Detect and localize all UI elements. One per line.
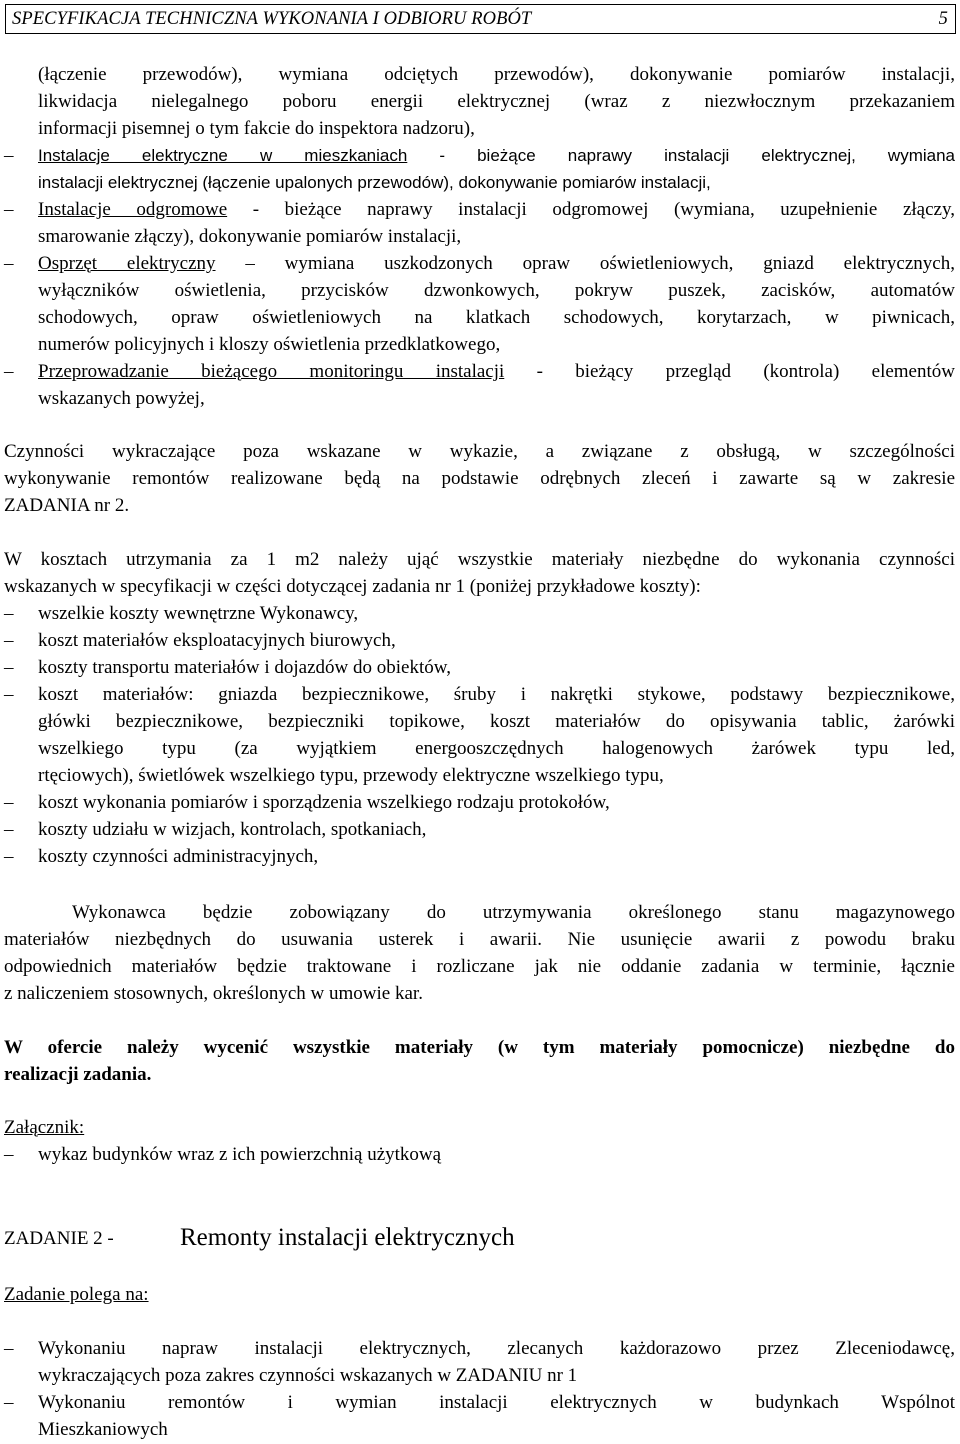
attachment-label: Załącznik: (4, 1117, 85, 1138)
list-dash: – (4, 819, 14, 840)
paragraph-line: W kosztach utrzymania za 1 m2 należy ująć wszystkie materiały niezbędne do wykonania czynności (4, 549, 955, 570)
list-dash: – (4, 630, 14, 651)
paragraph-line: ZADANIA nr 2. (4, 495, 130, 516)
list-dash: – (4, 361, 14, 382)
list-item-line: schodowych, opraw oświetleniowych na klatkach schodowych, korytarzach, w piwnicach, (38, 307, 955, 328)
page-number: 5 (938, 9, 948, 29)
cost-item-line: koszt materiałów eksploatacyjnych biurowych, (38, 630, 396, 651)
list-dash: – (4, 1338, 14, 1359)
paragraph-line: odpowiednich materiałów będzie traktowane i rozliczane jak nie oddanie zadania w terminie, łącznie (4, 956, 955, 977)
paragraph-line: wykonywanie remontów realizowane będą na podstawie odrębnych zleceń i zawarte są w zakresie (4, 468, 955, 489)
bold-paragraph-line: realizacji zadania. (4, 1064, 152, 1085)
list-item-line: wyłączników oświetlenia, przycisków dzwonkowych, pokryw puszek, zacisków, automatów (38, 280, 955, 301)
task-title: Remonty instalacji elektrycznych (180, 1224, 515, 1251)
list-item-first-line (38, 199, 955, 221)
paragraph-line: materiałów niezbędnych do usuwania usterek i awarii. Nie usunięcie awarii z powodu braku (4, 929, 955, 950)
item-text: - bieżące naprawy instalacji elektrycznej, wymiana (407, 146, 956, 165)
cost-item-line: rtęciowych), świetlówek wszelkiego typu, przewody elektryczne wszelkiego typu, (38, 765, 664, 786)
cost-item-line: główki bezpiecznikowe, bezpieczniki topikowe, koszt materiałów do opisywania tablic, żarówki (38, 711, 955, 732)
list-dash: – (4, 145, 14, 166)
attachment-item: wykaz budynków wraz z ich powierzchnią użytkową (38, 1144, 442, 1165)
paragraph-line: z naliczeniem stosownych, określonych w umowie kar. (4, 983, 423, 1004)
list-item-line: smarowanie złączy), dokonywanie pomiarów instalacji, (38, 226, 462, 247)
intro-line: likwidacja nielegalnego poboru energii elektrycznej (wraz z niezwłocznym przekazaniem (38, 91, 955, 112)
task-item-line: wykraczających poza zakres czynności wskazanych w ZADANIU nr 1 (38, 1365, 578, 1386)
list-dash: – (4, 1144, 14, 1165)
cost-item-line: koszty transportu materiałów i dojazdów do obiektów, (38, 657, 451, 678)
task-subheading: Zadanie polega na: (4, 1284, 149, 1305)
task-item-line: Wykonaniu napraw instalacji elektrycznych, zlecanych każdorazowo przez Zleceniodawcę, (38, 1338, 955, 1359)
item-text: - bieżący przegląd (kontrola) elementów (504, 361, 955, 382)
task-item-line: Mieszkaniowych (38, 1419, 168, 1440)
task-item-line: Wykonaniu remontów i wymian instalacji elektrycznych w budynkach Wspólnot (38, 1392, 955, 1413)
list-dash: – (4, 684, 14, 705)
page-header (5, 4, 956, 34)
item-text: – wymiana uszkodzonych opraw oświetleniowych, gniazd elektrycznych, (215, 253, 955, 274)
bold-paragraph-line: W ofercie należy wycenić wszystkie materiały (w tym materiały pomocnicze) niezbędne do (4, 1037, 955, 1058)
list-item-line: wskazanych powyżej, (38, 388, 205, 409)
cost-item-line: koszty czynności administracyjnych, (38, 846, 319, 867)
intro-line: informacji pisemnej o tym fakcie do inspektora nadzoru), (38, 118, 475, 139)
item-text: - bieżące naprawy instalacji odgromowej (wymiana, uzupełnienie złączy, (227, 199, 955, 220)
list-dash: – (4, 846, 14, 867)
paragraph-line: wskazanych w specyfikacji w części dotyczącej zadania nr 1 (poniżej przykładowe koszty): (4, 576, 701, 597)
intro-line: (łączenie przewodów), wymiana odciętych przewodów), dokonywanie pomiarów instalacji, (38, 64, 955, 85)
list-item-first-line (38, 253, 955, 275)
list-item-first-line (38, 361, 955, 383)
item-lead: Instalacje odgromowe (38, 199, 228, 220)
list-item-line: numerów policyjnych i kloszy oświetlenia przedklatkowego, (38, 334, 501, 355)
list-dash: – (4, 792, 14, 813)
list-dash: – (4, 603, 14, 624)
cost-item-line: koszt materiałów: gniazda bezpiecznikowe, śruby i nakrętki stykowe, podstawy bezpiecznikowe, (38, 684, 955, 705)
paragraph-line: Czynności wykraczające poza wskazane w wykazie, a związane z obsługą, w szczególności (4, 441, 955, 462)
item-lead: Instalacje elektryczne w mieszkaniach (38, 146, 408, 165)
paragraph-line: Wykonawca będzie zobowiązany do utrzymywania określonego stanu magazynowego (72, 902, 955, 923)
list-dash: – (4, 253, 14, 274)
cost-item-line: koszty udziału w wizjach, kontrolach, spotkaniach, (38, 819, 427, 840)
list-item-line: instalacji elektrycznej (łączenie upalonych przewodów), dokonywanie pomiarów instalacji, (38, 173, 711, 192)
item-lead: Osprzęt elektryczny (38, 253, 216, 274)
item-lead: Przeprowadzanie bieżącego monitoringu instalacji (38, 361, 505, 382)
list-dash: – (4, 199, 14, 220)
cost-item-line: koszt wykonania pomiarów i sporządzenia wszelkiego rodzaju protokołów, (38, 792, 610, 813)
document-title: SPECYFIKACJA TECHNICZNA WYKONANIA I ODBIORU ROBÓT (12, 9, 532, 29)
cost-item-line: wszelkiego typu (za wyjątkiem energooszczędnych halogenowych żarówek typu led, (38, 738, 955, 759)
task-label: ZADANIE 2 - (4, 1228, 114, 1249)
list-dash: – (4, 1392, 14, 1413)
list-item-first-line (38, 145, 955, 167)
list-dash: – (4, 657, 14, 678)
cost-item-line: wszelkie koszty wewnętrzne Wykonawcy, (38, 603, 359, 624)
